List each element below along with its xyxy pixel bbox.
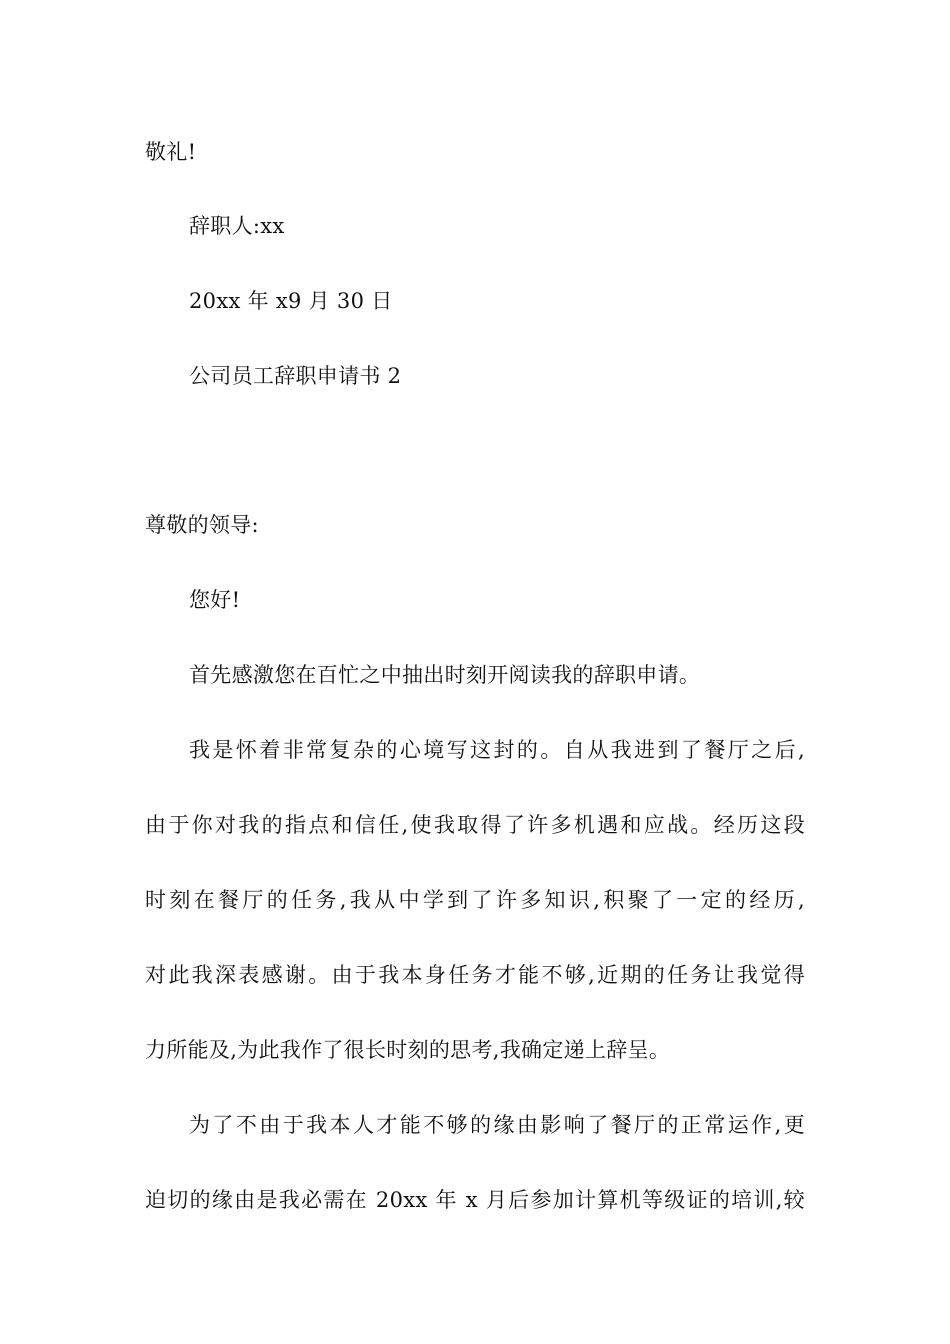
paragraph-line: 首先感激您在百忙之中抽出时刻开阅读我的辞职申请。 [189, 663, 701, 687]
paragraph-line: 迫切的缘由是我必需在 20xx 年 x 月后参加计算机等级证的培训,较 [145, 1188, 805, 1212]
paragraph-line: 我是怀着非常复杂的心境写这封的。自从我进到了餐厅之后, [189, 738, 805, 762]
salutation: 尊敬的领导: [145, 513, 259, 537]
greeting: 您好! [189, 588, 241, 612]
paragraph-line: 时刻在餐厅的任务,我从中学到了许多知识,积聚了一定的经历, [145, 888, 805, 912]
paragraph-line: 为了不由于我本人才能不够的缘由影响了餐厅的正常运作,更 [189, 1113, 805, 1137]
paragraph-line: 对此我深表感谢。由于我本身任务才能不够,近期的任务让我觉得 [145, 963, 805, 987]
signature-line: 辞职人:xx [189, 214, 285, 238]
paragraph-line: 由于你对我的指点和信任,使我取得了许多机遇和应战。经历这段 [145, 813, 805, 837]
date-line: 20xx 年 x9 月 30 日 [189, 289, 393, 313]
section-title: 公司员工辞职申请书 2 [189, 364, 402, 388]
closing-text: 敬礼! [145, 140, 197, 164]
paragraph-line: 力所能及,为此我作了很长时刻的思考,我确定递上辞呈。 [145, 1038, 671, 1062]
